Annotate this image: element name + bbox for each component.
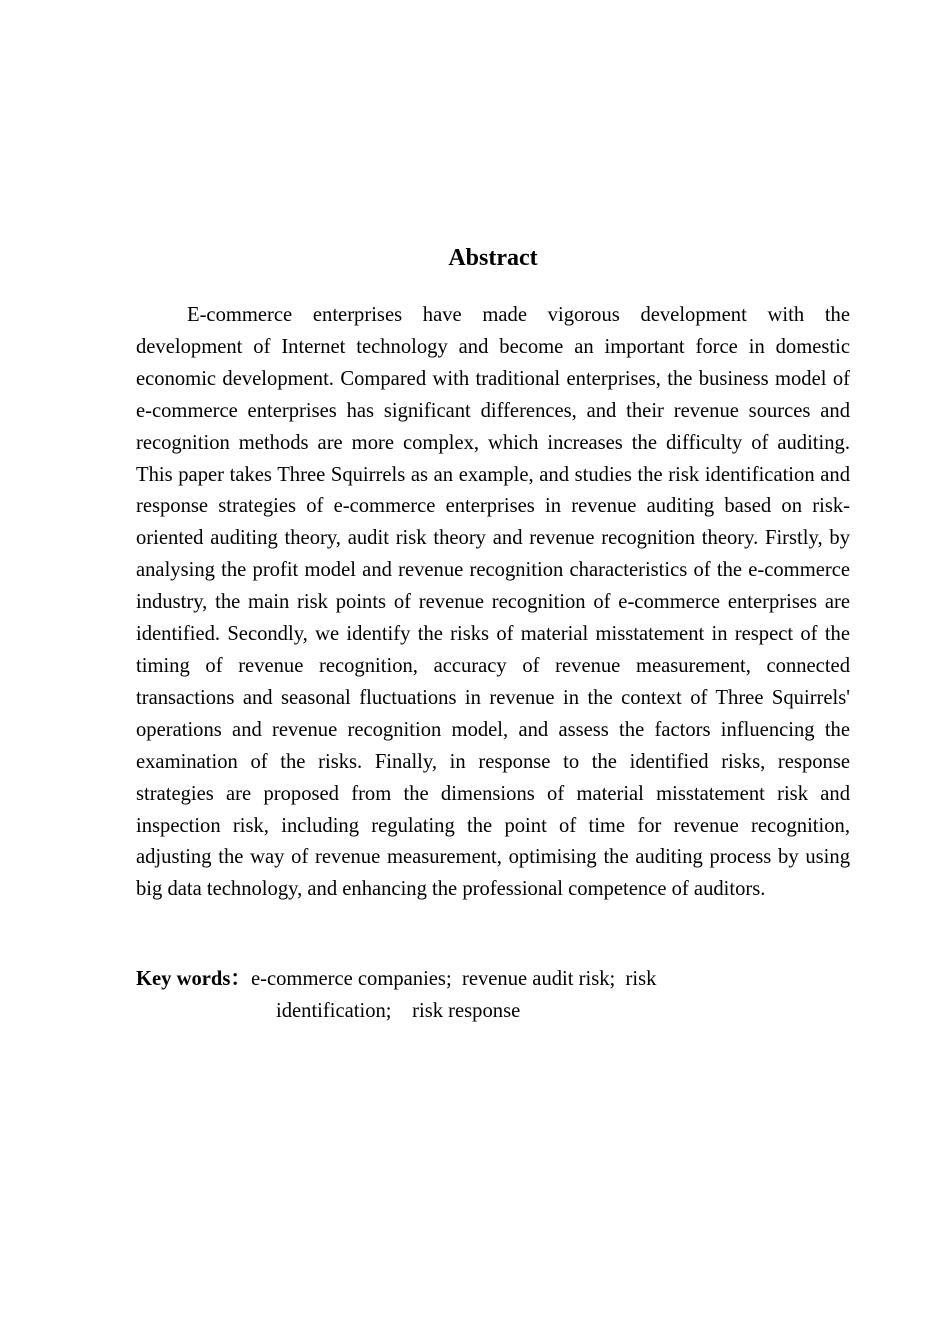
keywords-line-1: [136, 963, 736, 995]
keyword-item: risk response: [412, 1000, 521, 1022]
abstract-body: E-commerce enterprises have made vigorous development with the development of Internet technology and become an important force in domestic economic development. Compared with traditional enterprises, the business model of e-commerce enterprises has significant differences, and their revenue sources and recognition methods are more complex, which increases the difficulty of auditing. This paper takes Three Squirrels as an example, and studies the risk identification and response strategies of e-commerce enterprises in revenue auditing based on risk-oriented auditing theory, audit risk theory and revenue recognition theory. Firstly, by analysing the profit model and revenue recognition characteristics of the e-commerce industry, the main risk points of revenue recognition of e-commerce enterprises are identified. Secondly, we identify the risks of material misstatement in respect of the timing of revenue recognition, accuracy of revenue measurement, connected transactions and seasonal fluctuations in revenue in the context of Three Squirrels' operations and revenue recognition model, and assess the factors influencing the examination of the risks. Finally, in response to the identified risks, response strategies are proposed from the dimensions of material misstatement risk and inspection risk, including regulating the point of time for revenue recognition, adjusting the way of revenue measurement, optimising the auditing process by using big data technology, and enhancing the professional competence of auditors.: [136, 304, 850, 901]
keyword-item: e-commerce companies;: [250, 968, 452, 990]
keywords-line-2: [136, 995, 736, 1027]
keywords-label: Key words：: [136, 968, 251, 990]
keyword-item-part: risk: [625, 968, 657, 990]
keywords-section: [136, 963, 736, 1027]
keyword-item-part: identification;: [276, 1000, 392, 1022]
keyword-item: revenue audit risk;: [461, 968, 616, 990]
abstract-title: Abstract: [448, 245, 538, 271]
